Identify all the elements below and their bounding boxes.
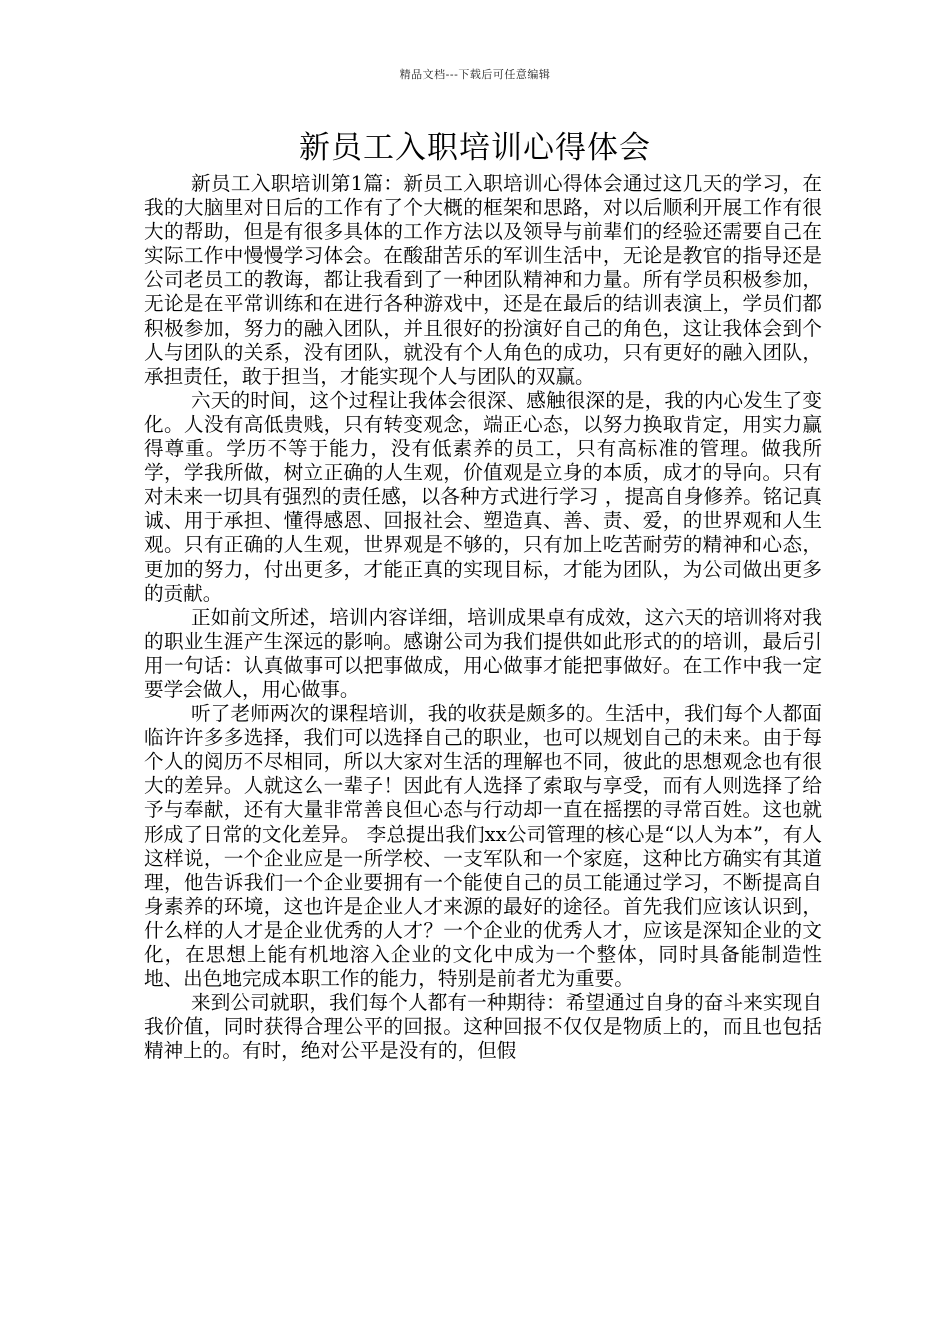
- paragraph: 新员工入职培训第1篇：新员工入职培训心得体会通过这几天的学习，在我的大脑里对日后的工作有了个大概的框架和思路，对以后顺利开展工作有很大的帮助，但是有很多具体的工作方法以及领导与前辈们的经验还需要自己在实际工作中慢慢学习体会。在酸甜苦乐的军训生活中，无论是教官的指导还是公司老员工的教诲，都让我看到了一种团队精神和力量。所有学员积极参加，无论是在平常训练和在进行各种游戏中，还是在最后的结训表演上，学员们都积极参加，努力的融入团队，并且很好的扮演好自己的角色，这让我体会到个人与团队的关系，没有团队，就没有个人角色的成功，只有更好的融入团队，承担责任，敢于担当，才能实现个人与团队的双赢。: [144, 172, 822, 388]
- document-body: [144, 172, 822, 1063]
- paragraph: 听了老师两次的课程培训，我的收获是颇多的。生活中，我们每个人都面临许许多多选择，我们可以选择自己的职业，也可以规划自己的未来。由于每个人的阅历不尽相同，所以大家对生活的理解也不同，彼此的思想观念也有很大的差异。人就这么一辈子！因此有人选择了索取与享受，而有人则选择了给予与奉献，还有大量非常善良但心态与行动却一直在摇摆的寻常百姓。这也就形成了日常的文化差异。 李总提出我们xx公司管理的核心是“以人为本”，有人这样说，一个企业应是一所学校、一支军队和一个家庭，这种比方确实有其道理，他告诉我们一个企业要拥有一个能使自己的员工能通过学习，不断提高自身素养的环境，这也许是企业人才来源的最好的途径。首先我们应该认识到，什么样的人才是企业优秀的人才？一个企业的优秀人才，应该是深知企业的文化，在思想上能有机地溶入企业的文化中成为一个整体，同时具备能制造性地、出色地完成本职工作的能力，特别是前者尤为重要。: [144, 702, 822, 991]
- header-note: 精品文档---下载后可任意编辑: [399, 68, 551, 81]
- paragraph: 六天的时间，这个过程让我体会很深、感触很深的是，我的内心发生了变化。人没有高低贵贱，只有转变观念，端正心态，以努力换取肯定，用实力赢得尊重。学历不等于能力，没有低素养的员工，只有高标准的管理。做我所学，学我所做，树立正确的人生观，价值观是立身的本质，成才的导向。只有对未来一切具有强烈的责任感，以各种方式进行学习 ，提高自身修养。铭记真诚、用于承担、懂得感恩、回报社会、塑造真、善、责、爱，的世界观和人生观。只有正确的人生观，世界观是不够的，只有加上吃苦耐劳的精神和心态，更加的努力，付出更多，才能正真的实现目标，才能为团队，为公司做出更多的贡献。: [144, 388, 822, 605]
- paragraph: 正如前文所述，培训内容详细，培训成果卓有成效，这六天的培训将对我的职业生涯产生深远的影响。感谢公司为我们提供如此形式的的培训，最后引用一句话：认真做事可以把事做成，用心做事才能把事做好。在工作中我一定要学会做人，用心做事。: [144, 605, 822, 701]
- paragraph: 来到公司就职，我们每个人都有一种期待：希望通过自身的奋斗来实现自我价值，同时获得合理公平的回报。这种回报不仅仅是物质上的，而且也包括精神上的。有时，绝对公平是没有的，但假: [144, 991, 822, 1063]
- document-title: 新员工入职培训心得体会: [299, 130, 651, 166]
